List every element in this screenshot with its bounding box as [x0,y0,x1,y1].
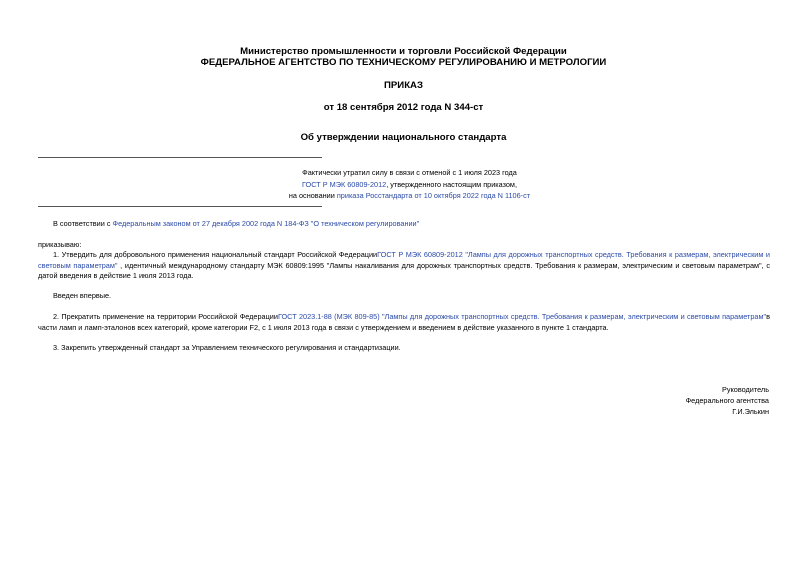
item-1-standard-link[interactable]: ГОСТ Р МЭК 60809-2012 "Лампы для дорожных транспортных средств. Требования к размерам, электрическим и световым параметрам" [38,250,770,270]
signature-position: Руководитель [721,385,769,394]
status-notice-line1: Фактически утратил силу в связи с отменой с 1 июля 2023 года [302,168,517,177]
signature-organization: Федерального агентства [685,396,769,405]
notice-standard-link[interactable]: ГОСТ Р МЭК 60809-2012 [302,180,387,189]
agency-title: ФЕДЕРАЛЬНОЕ АГЕНТСТВО ПО ТЕХНИЧЕСКОМУ РЕГУЛИРОВАНИЮ И МЕТРОЛОГИИ [200,57,607,68]
divider-top [38,157,322,158]
federal-law-link[interactable]: Федеральным законом от 27 декабря 2002 года N 184-ФЗ "О техническом регулировании" [112,219,420,228]
item-2-standard-link[interactable]: ГОСТ 2023.1-88 (МЭК 809-85) "Лампы для дорожных транспортных средств. Требования к размерам, электрическим и световым параметрам" [277,312,767,321]
basis-paragraph [38,219,770,230]
basis-text: В соответствии с [53,219,113,228]
document-type: ПРИКАЗ [384,80,423,91]
document-subject: Об утверждении национального стандарта [300,132,507,143]
item-1-paragraph [38,250,770,282]
status-notice-line2 [232,179,587,190]
item-2-text-a: 2. Прекратить применение на территории Российской Федерации [53,312,278,321]
signature-name: Г.И.Элькин [732,407,769,416]
document-date-number: от 18 сентября 2012 года N 344-ст [323,102,484,113]
divider-bottom [38,206,322,207]
item-2-text-b: в части ламп и ламп-эталонов всех категорий, кроме категории F2, с 1 июля 2013 года в связи с утверждением и введением в действие указанного в пункте 1 стандарта. [38,312,770,332]
item-1-text-b: , идентичный международному стандарту МЭК 60809:1995 "Лампы накаливания для дорожных транспортных средств. Требования к размерам, электрическим и световым параметрам", с датой введения в действие 1 июля 2013 года. [38,260,770,280]
notice-order-link[interactable]: приказа Росстандарта от 10 октября 2022 года N 1106-ст [336,191,531,200]
status-notice-line3 [232,190,587,201]
item-2-paragraph [38,312,770,333]
item-3-paragraph: 3. Закрепить утвержденный стандарт за Управлением технического регулирования и стандартизации. [53,343,401,352]
ministry-title: Министерство промышленности и торговли Российской Федерации [240,46,567,57]
order-word: приказываю: [38,240,82,249]
notice-line3-text: на основании [288,191,337,200]
notice-line2-text: , утвержденного настоящим приказом, [386,180,517,189]
introduced-first-note: Введен впервые. [53,291,112,300]
item-1-text-a: 1. Утвердить для добровольного применения национальный стандарт Российской Федерации [53,250,378,259]
